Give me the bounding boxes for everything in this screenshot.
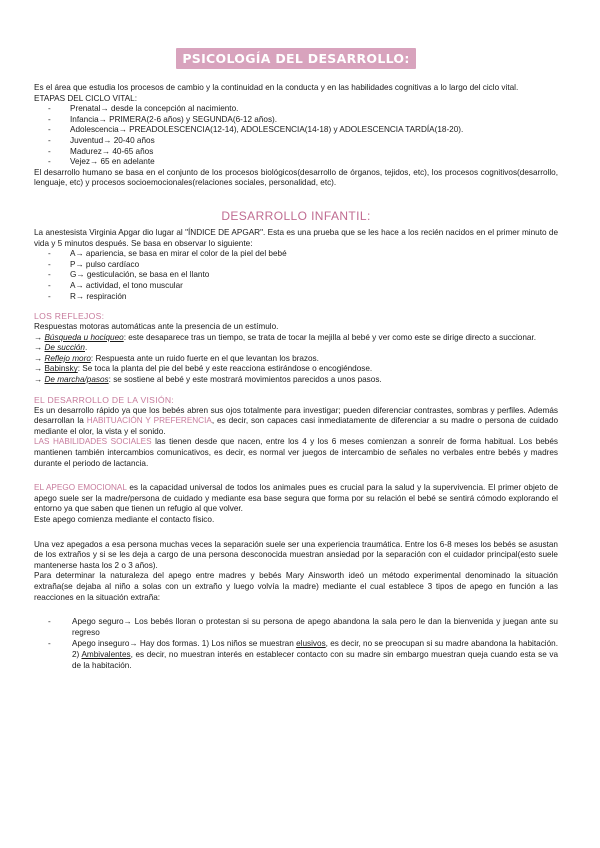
tipos-apego-list [34,617,558,671]
reflejos-intro: Respuestas motoras automáticas ante la presencia de un estímulo. [34,322,279,332]
reflejos-heading: LOS REFLEJOS: [34,311,105,322]
list-item: - Juventud→ 20-40 años [48,136,558,147]
list-item: - Apego seguro→ Los bebés lloran o protestan si su persona de apego abandona la sala pero le dan la bienvenida y juegan ante su regreso [48,617,558,638]
reflejo-text: : Respuesta ante un ruido fuerte en el que levantan los brazos. [90,353,319,363]
etapas-list [34,104,558,168]
vision-text: Es un desarrollo rápido ya que los bebés abren sus ojos totalmente para investigar; pueden diferenciar contrastes, sombras y perfiles. Además desarrollan la [34,405,558,426]
title-wrap [34,48,558,69]
reflejo-name: De succión [44,343,85,353]
ambivalentes-term: Ambivalentes [81,649,131,659]
reflejo-text: : Se toca la planta del pie del bebé y este reacciona estirándose o encogiéndose. [77,364,373,374]
vision-text: las tienen desde que nacen, entre los 4 y los 6 meses comienzan a sonreír de forma habitual. Los bebés mantienen también intercambios comunicativos, es decir, es normal ver juegos de intercambio de señales no verbales entre bebés y madres durante el periodo de lactancia. [34,437,559,468]
apgar-intro: La anestesista Virginia Apgar dio lugar al "ÍNDICE DE APGAR". Esta es una prueba que se les hace a los recién nacidos en el primer minuto de vida y 5 minutos después. Se basa en observar lo siguiente: [34,227,558,248]
ainsworth-paragraph: Para determinar la naturaleza del apego entre madres y bebés Mary Ainsworth ideó un método experimental denominado la situación extraña(se dejaba al niño a solas con un extraño y luego volvía la madre) mediante el cual establece 3 tipos de apego en función a las reacciones en la situación extraña: [34,571,558,602]
section-heading-infantil: DESARROLLO INFANTIL: [221,208,371,223]
list-item: - R→ respiración [48,292,558,303]
reflejo-item [34,343,558,354]
reflejo-name: De marcha/pasos [44,375,109,385]
tipos-text: Apego inseguro→ Hay dos formas. 1) Los niños se muestran [72,639,297,649]
apego-highlight: EL APEGO EMOCIONAL [34,483,127,493]
reflejo-text: : este desaparece tras un tiempo, se trata de tocar la mejilla al bebé y ver como este se dirige directo a succionar. [123,332,537,342]
habilidades-highlight: LAS HABILIDADES SOCIALES [34,437,152,447]
apego-text: es la capacidad universal de todos los animales pues es crucial para la salud y la supervivencia. El primer objeto de apego suele ser la madre/persona de cuidado y mediante esa base segura que forma por su relación el bebé se sentirá cómodo explorando el entorno ya que saben que tienen un refugio al que volver. [34,483,558,514]
list-item: - Infancia→ PRIMERA(2-6 años) y SEGUNDA(6-12 años). [48,115,558,126]
list-item: - Madurez→ 40-65 años [48,147,558,158]
vision-paragraph-1 [34,406,558,438]
reflejo-item [34,364,558,375]
vision-paragraph-2 [34,437,558,469]
arrow: → [34,375,45,385]
habituacion-highlight: HABITUACIÓN Y PREFERENCIA [86,416,212,426]
page-title: PSICOLOGÍA DEL DESARROLLO: [176,48,415,69]
list-item: - A→ actividad, el tono muscular [48,281,558,292]
reflejo-name: Reflejo moro [44,353,91,363]
list-item: - Adolescencia→ PREADOLESCENCIA(12-14), ADOLESCENCIA(14-18) y ADOLESCENCIA TARDÍA(18-20). [48,125,558,136]
arrow: → [34,353,45,363]
reflejo-text: . [84,343,88,353]
list-item: - Vejez→ 65 en adelante [48,157,558,168]
arrow: → [34,364,45,374]
intro-paragraph: Es el área que estudia los procesos de cambio y la continuidad en la conducta y en las habilidades cognitivas a lo largo del ciclo vital. [34,83,519,92]
reflejo-name: Búsqueda u hociqueo [44,332,124,342]
reflejo-text: : se sostiene al bebé y este mostrará movimientos parecidos a unos pasos. [108,375,382,385]
apego-contacto: Este apego comienza mediante el contacto físico. [34,515,215,524]
arrow: → [34,343,45,353]
reflejo-item [34,333,558,344]
desarrollo-humano-paragraph: El desarrollo humano se basa en el conjunto de los procesos biológicos(desarrollo de órganos, tejidos, etc), los procesos cognitivos(desarrollo, lenguaje, etc) y procesos socioemocionales(relaciones sociales, personalidad, etc). [34,167,558,188]
arrow: → [34,332,45,342]
document-page [34,48,558,672]
list-item: - P→ pulso cardíaco [48,260,558,271]
tipos-text: , es decir, no muestran interés en establecer contacto con su madre sin embargo muestran queja cuando esta se va de la habitación. [72,649,559,670]
list-item: - G→ gesticulación, se basa en el llanto [48,270,558,281]
reflejo-name: Babinsky [44,364,78,374]
list-item: - Prenatal→ desde la concepción al nacimiento. [48,104,558,115]
vision-text: , es decir, son capaces casi inmediatamente de diferenciar a su madre o persona de cuidado mediante el olor, la vista y el sonido. [34,416,559,436]
reflejo-item [34,375,558,386]
separacion-paragraph: Una vez apegados a esa persona muchas veces la separación suele ser una experiencia traumática. Entre los 6-8 meses los bebés se asustan de los extraños y si se les deja a cargo de una persona desconocida muestran ansiedad por la separación con el cuidador principal(esto suele mantenerse hasta los 2 o 3 años). [34,539,558,570]
list-item [48,639,558,671]
apgar-list [34,249,558,302]
apego-paragraph [34,483,558,515]
list-item: - A→ apariencia, se basa en mirar el color de la piel del bebé [48,249,558,260]
vision-heading: EL DESARROLLO DE LA VISIÓN: [34,394,175,405]
tipos-text: , es decir, no se preocupan si su madre abandona la habitación. 2) [72,639,558,659]
etapas-heading: ETAPAS DEL CICLO VITAL: [34,93,137,103]
elusivos-term: elusivos [296,639,326,649]
reflejo-item [34,354,558,365]
